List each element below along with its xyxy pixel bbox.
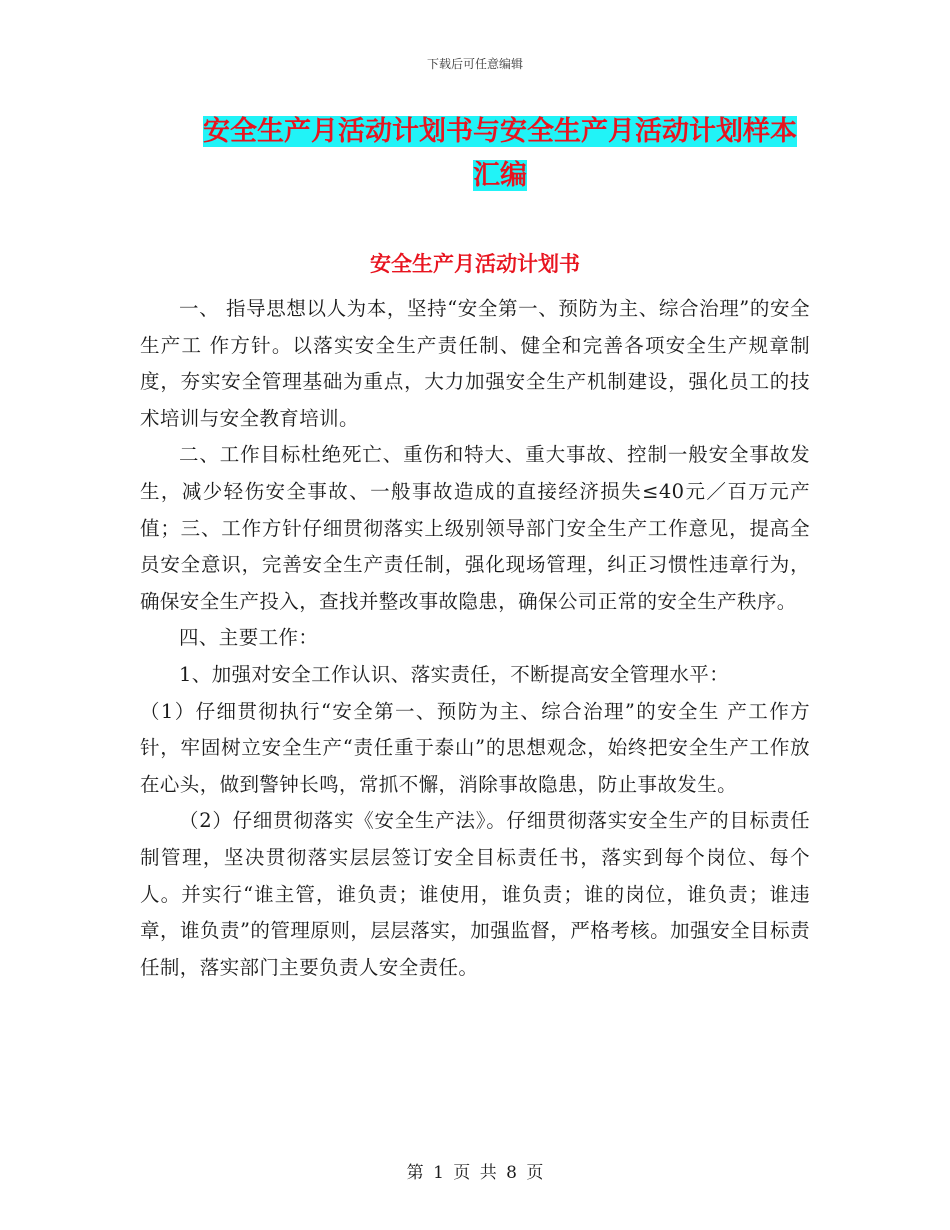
header-note: 下载后可任意编辑 bbox=[426, 57, 523, 71]
paragraph-item-1: 1、加强对安全工作认识、落实责任，不断提高安全管理水平： bbox=[179, 662, 730, 686]
document-title bbox=[195, 110, 805, 198]
paragraph-main-work-heading: 四、主要工作： bbox=[179, 626, 319, 650]
body-text bbox=[140, 291, 810, 986]
page-footer: 第 1 页 共 8 页 bbox=[406, 1163, 544, 1183]
paragraph-work-goals: 二、工作目标杜绝死亡、重伤和特大、重大事故、控制一般安全事故发生，减少轻伤安全事故、一般事故造成的直接经济损失≤40元／百万元产值；三、工作方针仔细贯彻落实上级别领导部门安全生产工作意见，提高全员安全意识，完善安全生产责任制，强化现场管理，纠正习惯性违章行为，确保安全生产投入，查找并整改事故隐患，确保公司正常的安全生产秩序。 bbox=[140, 443, 810, 613]
paragraph-guiding-ideology: 一、 指导思想以人为本，坚持“安全第一、预防为主、综合治理”的安全生产工 作方针。以落实安全生产责任制、健全和完善各项安全生产规章制度，夯实安全管理基础为重点，大力加强安全生产机制建设，强化员工的技术培训与安全教育培训。 bbox=[140, 297, 810, 430]
section-title: 安全生产月活动计划书 bbox=[370, 252, 580, 276]
paragraph-item-1-2: （2）仔细贯彻落实《安全生产法》。仔细贯彻落实安全生产的目标责任制管理，坚决贯彻落实层层签订安全目标责任书，落实到每个岗位、每个人。并实行“谁主管，谁负责；谁使用，谁负责；谁的岗位，谁负责；谁违章，谁负责”的管理原则，层层落实，加强监督，严格考核。加强安全目标责任制，落实部门主要负责人安全责任。 bbox=[140, 809, 810, 979]
document-title-text: 安全生产月活动计划书与安全生产月活动计划样本汇编 bbox=[203, 116, 797, 191]
paragraph-item-1-1: （1）仔细贯彻执行“安全第一、预防为主、综合治理”的安全生 产工作方针，牢固树立安全生产“责任重于泰山”的思想观念，始终把安全生产工作放在心头，做到警钟长鸣，常抓不懈，消除事故隐患，防止事故发生。 bbox=[140, 699, 810, 796]
